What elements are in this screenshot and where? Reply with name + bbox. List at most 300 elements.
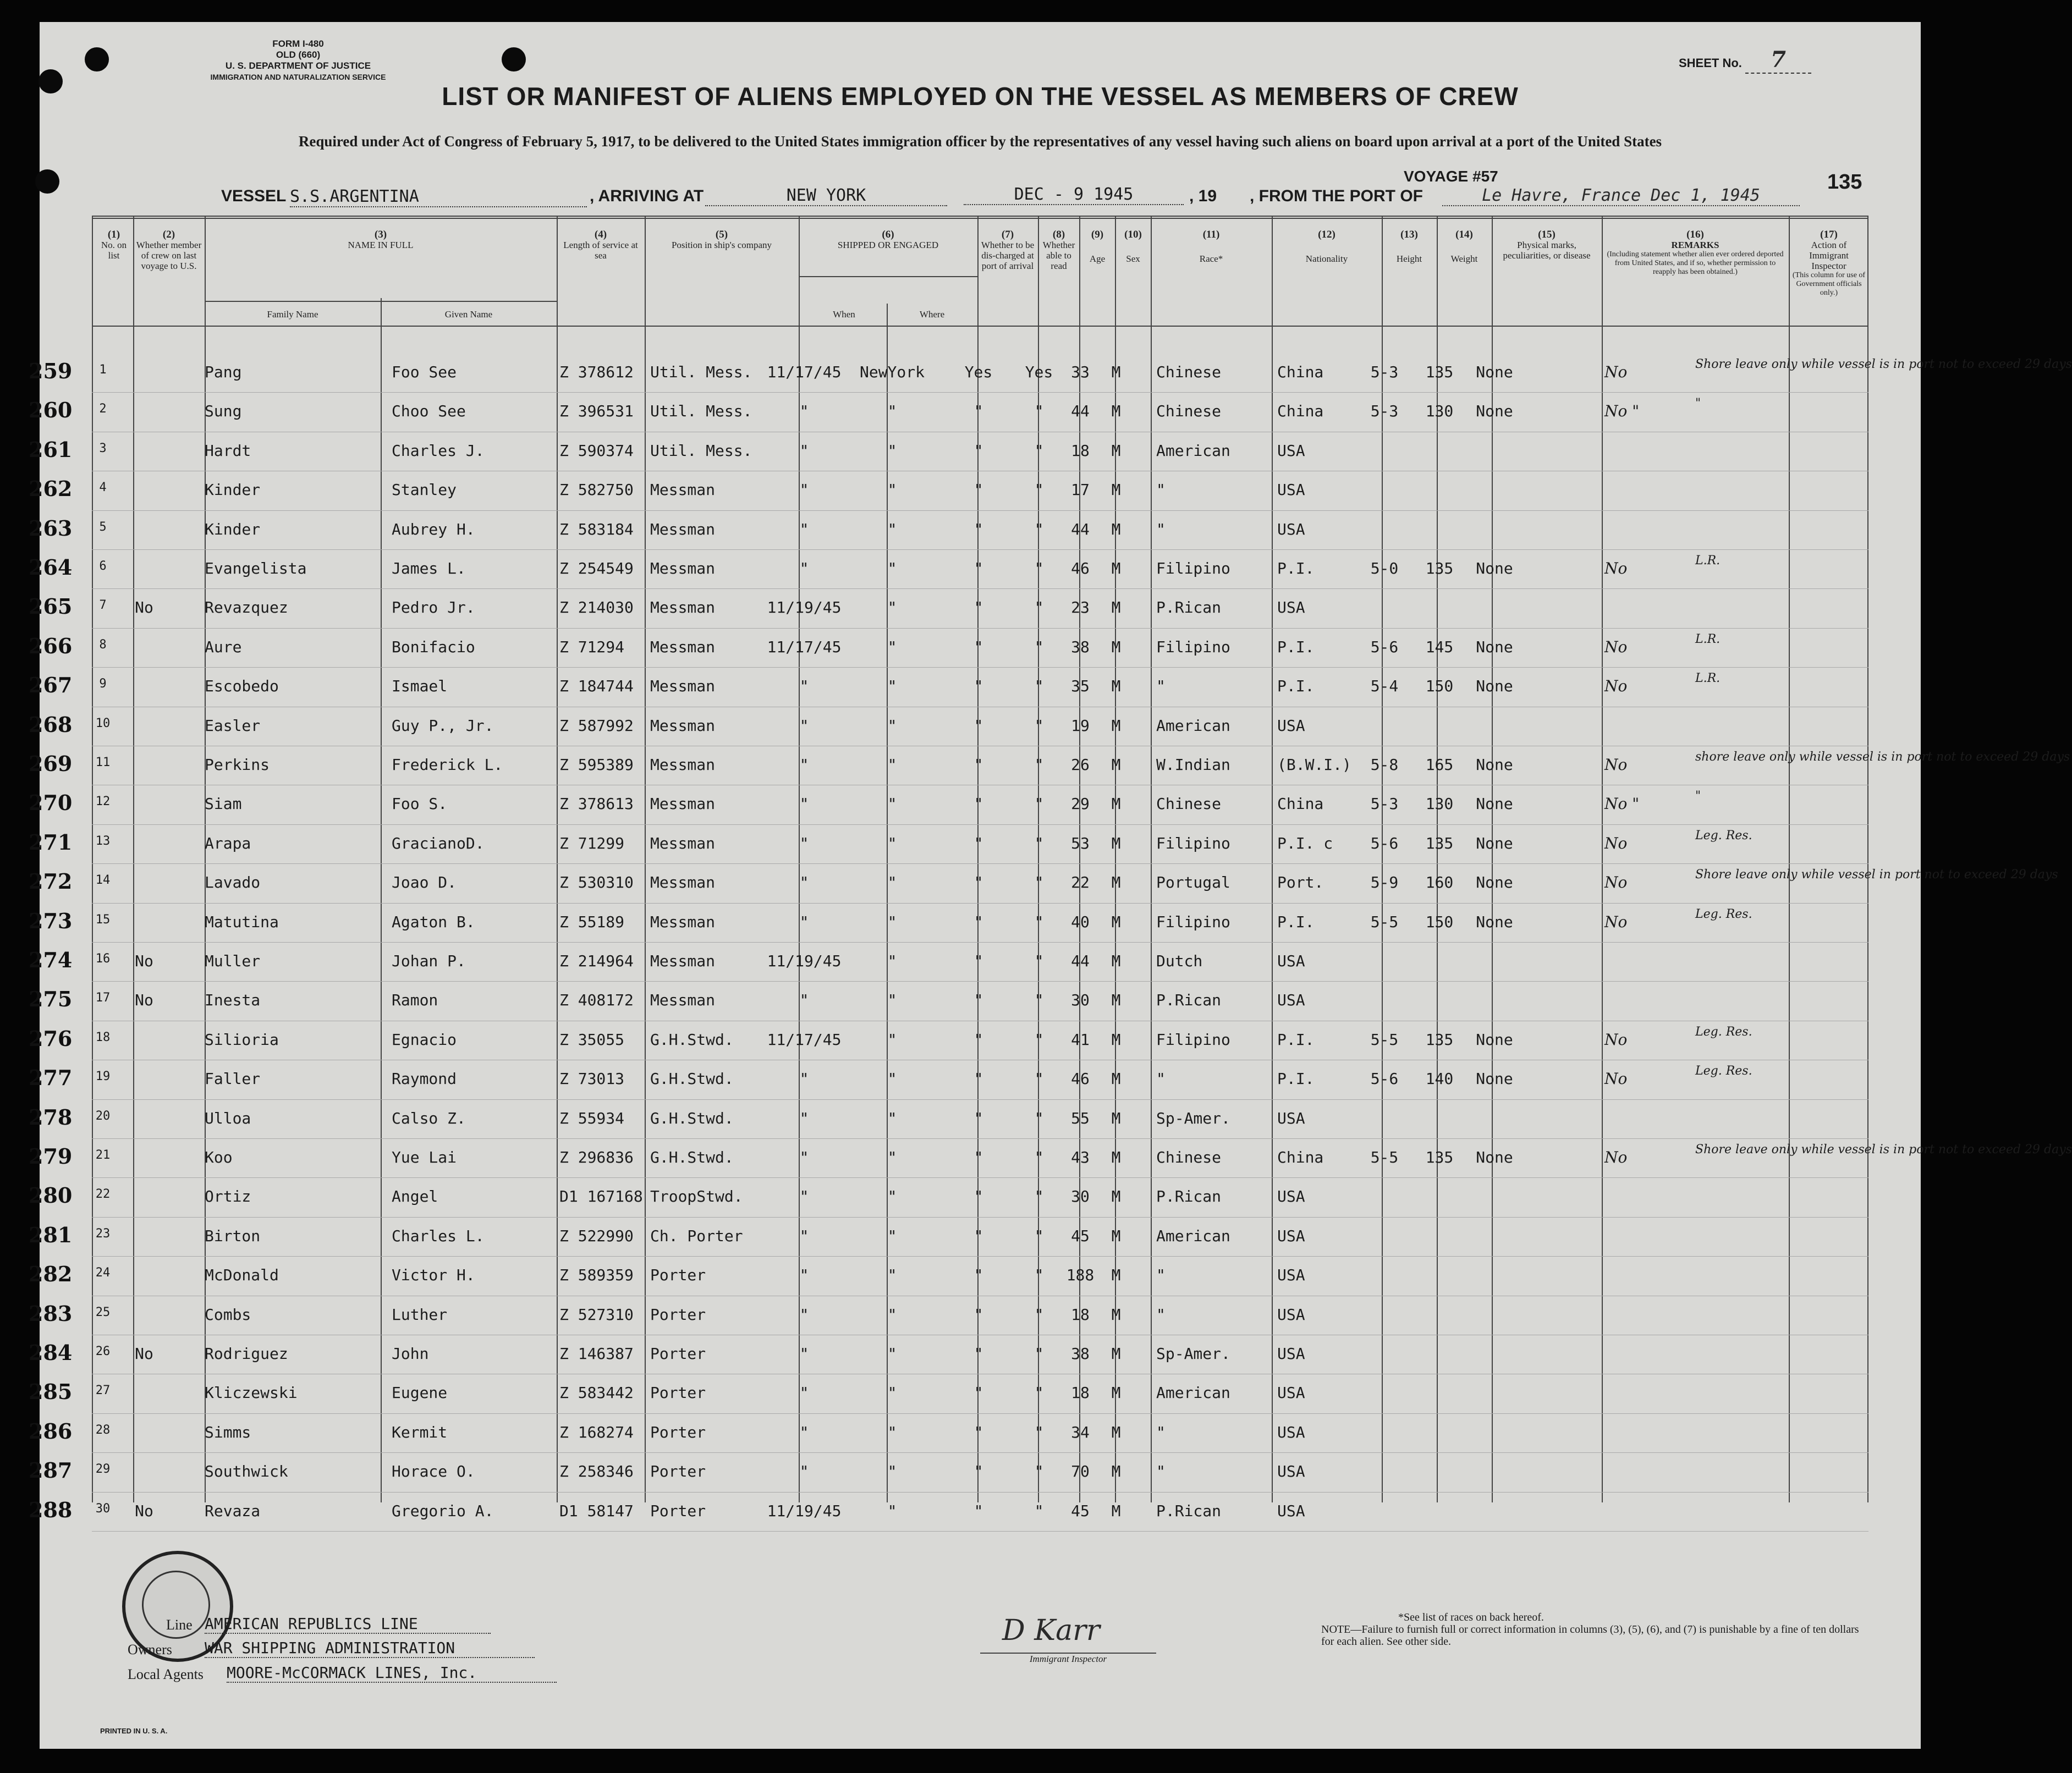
cell-able-to-read: " bbox=[1034, 1109, 1044, 1127]
cell-discharged: " bbox=[974, 873, 983, 892]
stamped-line-number: 280 bbox=[29, 1183, 73, 1208]
cell-discharged: " bbox=[974, 1109, 983, 1127]
cell-row-number: 9 bbox=[99, 677, 107, 691]
cell-service-number: Z 214030 bbox=[559, 598, 634, 617]
stamped-line-number: 260 bbox=[29, 398, 73, 423]
cell-given-name: Aubrey H. bbox=[392, 520, 475, 538]
cell-age: 29 bbox=[1071, 795, 1090, 813]
col-marks-header: (15) Physical marks, peculiarities, or disease bbox=[1503, 229, 1591, 261]
cell-service-number: Z 71299 bbox=[559, 834, 625, 852]
cell-remarks: No bbox=[1604, 873, 1628, 892]
cell-sex: M bbox=[1111, 912, 1121, 931]
arriving-label: , ARRIVING AT bbox=[590, 187, 704, 205]
cell-nationality: USA bbox=[1277, 520, 1305, 538]
cell-position: Messman bbox=[650, 912, 716, 931]
cell-race: Sp-Amer. bbox=[1156, 1109, 1230, 1127]
cell-discharged: " bbox=[974, 1266, 983, 1285]
stamped-line-number: 263 bbox=[29, 515, 73, 541]
cell-family-name: Kinder bbox=[205, 481, 261, 499]
cell-physical-marks: None bbox=[1476, 1070, 1513, 1088]
cell-given-name: Calso Z. bbox=[392, 1109, 466, 1127]
cell-weight: 150 bbox=[1425, 677, 1454, 696]
cell-able-to-read: " bbox=[1034, 1384, 1044, 1402]
col-age-header: (9) Age bbox=[1089, 229, 1106, 264]
cell-position: Messman bbox=[650, 677, 716, 696]
cell-shipped-where: " bbox=[887, 1501, 897, 1520]
cell-position: Messman bbox=[650, 481, 716, 499]
cell-shipped-where: " bbox=[887, 1109, 897, 1127]
cell-race: P.Rican bbox=[1156, 1187, 1222, 1206]
cell-sex: M bbox=[1111, 520, 1121, 538]
cell-row-number: 29 bbox=[95, 1462, 111, 1477]
cell-discharged: Yes bbox=[964, 363, 993, 381]
stamped-line-number: 281 bbox=[29, 1222, 73, 1247]
cell-weight: 130 bbox=[1425, 402, 1454, 421]
cell-row-number: 16 bbox=[95, 952, 111, 966]
cell-position: Messman bbox=[650, 637, 716, 656]
cell-shipped-where: " bbox=[887, 559, 897, 577]
cell-age: 19 bbox=[1071, 716, 1090, 735]
cell-weight: 135 bbox=[1425, 1148, 1454, 1166]
cell-service-number: Z 378612 bbox=[559, 363, 634, 381]
cell-nationality: USA bbox=[1277, 481, 1305, 499]
cell-height: 5-5 bbox=[1370, 912, 1399, 931]
cell-race: W.Indian bbox=[1156, 756, 1230, 774]
inspector-label: Immigrant Inspector bbox=[980, 1653, 1156, 1665]
cell-race: P.Rican bbox=[1156, 598, 1222, 617]
stamped-line-number: 259 bbox=[29, 359, 73, 383]
cell-remarks: No bbox=[1604, 1148, 1628, 1166]
cell-physical-marks: None bbox=[1476, 795, 1513, 813]
cell-given-name: Gregorio A. bbox=[392, 1501, 494, 1520]
cell-family-name: Revazquez bbox=[205, 598, 288, 617]
cell-weight: 140 bbox=[1425, 1070, 1454, 1088]
cell-row-number: 20 bbox=[95, 1109, 111, 1123]
cell-service-number: Z 146387 bbox=[559, 1345, 634, 1363]
cell-able-to-read: " bbox=[1034, 1226, 1044, 1245]
cell-given-name: Foo S. bbox=[392, 795, 448, 813]
cell-last-voyage: No bbox=[135, 1501, 153, 1520]
cell-discharged: " bbox=[974, 716, 983, 735]
cell-service-number: Z 71294 bbox=[559, 637, 625, 656]
cell-family-name: Combs bbox=[205, 1305, 251, 1324]
cell-sex: M bbox=[1111, 1501, 1121, 1520]
cell-shipped-where: " bbox=[887, 1266, 897, 1285]
cell-physical-marks: None bbox=[1476, 559, 1513, 577]
cell-discharged: " bbox=[974, 834, 983, 852]
cell-given-name: Ismael bbox=[392, 677, 448, 696]
cell-race: " bbox=[1156, 677, 1166, 696]
cell-shipped-where: " bbox=[887, 1305, 897, 1324]
cell-inspector-action: " bbox=[1695, 789, 1701, 803]
line-value: AMERICAN REPUBLICS LINE bbox=[205, 1615, 491, 1634]
cell-row-number: 22 bbox=[95, 1187, 111, 1202]
cell-physical-marks: None bbox=[1476, 677, 1513, 696]
cell-able-to-read: " bbox=[1034, 559, 1044, 577]
sheet-number-label: SHEET No. bbox=[1679, 56, 1742, 70]
cell-remarks: No bbox=[1604, 912, 1628, 931]
arrival-date: DEC - 9 1945 bbox=[964, 185, 1184, 205]
cell-height: 5-5 bbox=[1370, 1030, 1399, 1049]
cell-height: 5-3 bbox=[1370, 363, 1399, 381]
stamped-line-number: 284 bbox=[29, 1340, 73, 1365]
cell-discharged: " bbox=[974, 1187, 983, 1206]
cell-family-name: Arapa bbox=[205, 834, 251, 852]
printed-in: PRINTED IN U. S. A. bbox=[100, 1727, 168, 1735]
cell-service-number: Z 530310 bbox=[559, 873, 634, 892]
cell-race: American bbox=[1156, 441, 1230, 460]
cell-race: " bbox=[1156, 481, 1166, 499]
row-rule bbox=[92, 588, 1868, 589]
sheet-number-value: 7 bbox=[1745, 47, 1811, 74]
cell-age: 46 bbox=[1071, 1070, 1090, 1088]
cell-family-name: Simms bbox=[205, 1423, 251, 1441]
row-rule bbox=[92, 863, 1868, 864]
cell-height: 5-6 bbox=[1370, 637, 1399, 656]
cell-nationality: USA bbox=[1277, 1109, 1305, 1127]
col-discharge-header: (7) Whether to be dis-charged at port of arrival bbox=[981, 229, 1035, 271]
cell-family-name: Sung bbox=[205, 402, 242, 421]
cell-inspector-action: Leg. Res. bbox=[1695, 828, 1752, 843]
cell-able-to-read: " bbox=[1034, 716, 1044, 735]
cell-given-name: Agaton B. bbox=[392, 912, 475, 931]
cell-given-name: Stanley bbox=[392, 481, 457, 499]
cell-shipped-when: 11/17/45 bbox=[767, 363, 842, 381]
cell-sex: M bbox=[1111, 402, 1121, 421]
cell-shipped-when: " bbox=[799, 1109, 809, 1127]
cell-able-to-read: " bbox=[1034, 1030, 1044, 1049]
cell-last-voyage: No bbox=[135, 598, 153, 617]
year-label: , 19 bbox=[1189, 187, 1217, 205]
stamped-line-number: 285 bbox=[29, 1379, 73, 1405]
races-note: *See list of races on back hereof. bbox=[1398, 1611, 1544, 1623]
cell-sex: M bbox=[1111, 598, 1121, 617]
cell-given-name: Johan P. bbox=[392, 952, 466, 970]
cell-position: Messman bbox=[650, 559, 716, 577]
cell-given-name: Yue Lai bbox=[392, 1148, 457, 1166]
cell-discharged: " bbox=[974, 1501, 983, 1520]
cell-nationality: USA bbox=[1277, 716, 1305, 735]
cell-row-number: 26 bbox=[95, 1345, 111, 1358]
cell-discharged: " bbox=[974, 559, 983, 577]
stamped-line-number: 262 bbox=[29, 476, 73, 502]
department: U. S. DEPARTMENT OF JUSTICE bbox=[225, 60, 371, 71]
cell-position: Util. Mess. bbox=[650, 402, 752, 421]
cell-family-name: Evangelista bbox=[205, 559, 307, 577]
cell-family-name: Revaza bbox=[205, 1501, 261, 1520]
cell-shipped-when: " bbox=[799, 481, 809, 499]
stamped-line-number: 279 bbox=[29, 1144, 73, 1169]
cell-shipped-when: " bbox=[799, 873, 809, 892]
cell-nationality: (B.W.I.) bbox=[1277, 756, 1351, 774]
cell-shipped-where: " bbox=[887, 637, 897, 656]
cell-sex: M bbox=[1111, 991, 1121, 1010]
cell-discharged: " bbox=[974, 756, 983, 774]
cell-sex: M bbox=[1111, 1266, 1121, 1285]
cell-sex: M bbox=[1111, 1226, 1121, 1245]
cell-shipped-where: " bbox=[887, 481, 897, 499]
row-rule bbox=[92, 628, 1868, 629]
cell-given-name: Frederick L. bbox=[392, 756, 503, 774]
cell-position: Porter bbox=[650, 1462, 706, 1481]
stamped-line-number: 277 bbox=[29, 1065, 73, 1091]
col-where-header: Where bbox=[919, 309, 945, 320]
cell-row-number: 25 bbox=[95, 1305, 111, 1319]
cell-sex: M bbox=[1111, 1305, 1121, 1324]
voyage-number: VOYAGE #57 bbox=[1404, 168, 1498, 185]
cell-able-to-read: " bbox=[1034, 677, 1044, 696]
cell-family-name: Escobedo bbox=[205, 677, 279, 696]
cell-sex: M bbox=[1111, 834, 1121, 852]
agents-label: Local Agents bbox=[128, 1666, 204, 1682]
cell-inspector-action: Shore leave only while vessel in port not to exceed 29 days bbox=[1695, 868, 2058, 882]
cell-shipped-where: " bbox=[887, 873, 897, 892]
cell-race: " bbox=[1156, 1266, 1166, 1285]
cell-row-number: 21 bbox=[95, 1148, 111, 1162]
cell-sex: M bbox=[1111, 559, 1121, 577]
cell-nationality: China bbox=[1277, 795, 1324, 813]
cell-race: American bbox=[1156, 716, 1230, 735]
cell-service-number: D1 58147 bbox=[559, 1501, 634, 1520]
cell-service-number: Z 595389 bbox=[559, 756, 634, 774]
cell-given-name: Raymond bbox=[392, 1070, 457, 1088]
cell-shipped-when: " bbox=[799, 1345, 809, 1363]
cell-remarks: No bbox=[1604, 637, 1628, 656]
cell-sex: M bbox=[1111, 637, 1121, 656]
cell-row-number: 7 bbox=[99, 598, 107, 613]
stamped-line-number: 264 bbox=[29, 555, 73, 580]
cell-nationality: P.I. bbox=[1277, 637, 1315, 656]
cell-discharged: " bbox=[974, 1462, 983, 1481]
cell-age: 34 bbox=[1071, 1423, 1090, 1441]
cell-race: " bbox=[1156, 520, 1166, 538]
cell-nationality: USA bbox=[1277, 1501, 1305, 1520]
cell-sex: M bbox=[1111, 363, 1121, 381]
cell-service-number: Z 527310 bbox=[559, 1305, 634, 1324]
cell-discharged: " bbox=[974, 1345, 983, 1363]
cell-family-name: Southwick bbox=[205, 1462, 288, 1481]
cell-physical-marks: None bbox=[1476, 756, 1513, 774]
row-rule bbox=[92, 1138, 1868, 1139]
cell-age: 35 bbox=[1071, 677, 1090, 696]
punch-hole bbox=[35, 169, 59, 194]
cell-nationality: USA bbox=[1277, 1423, 1305, 1441]
punch-hole bbox=[85, 47, 109, 71]
stamped-line-number: 278 bbox=[29, 1104, 73, 1130]
cell-sex: M bbox=[1111, 1187, 1121, 1206]
cell-position: Messman bbox=[650, 952, 716, 970]
penalty-note: NOTE—Failure to furnish full or correct information in columns (3), (5), (6), and (7) is punishable by a fine of ten dollars for each alien. See other side. bbox=[1321, 1623, 1859, 1648]
cell-discharged: " bbox=[974, 1423, 983, 1441]
cell-given-name: John bbox=[392, 1345, 429, 1363]
manifest-sheet bbox=[29, 22, 2072, 1749]
cell-service-number: Z 408172 bbox=[559, 991, 634, 1010]
stamped-line-number: 276 bbox=[29, 1026, 73, 1051]
cell-discharged: " bbox=[974, 1384, 983, 1402]
cell-row-number: 8 bbox=[99, 637, 107, 652]
cell-race: Filipino bbox=[1156, 559, 1230, 577]
row-rule bbox=[92, 667, 1868, 668]
cell-height: 5-4 bbox=[1370, 677, 1399, 696]
cell-service-number: Z 522990 bbox=[559, 1226, 634, 1245]
cell-position: Porter bbox=[650, 1305, 706, 1324]
cell-race: " bbox=[1156, 1423, 1166, 1441]
service: IMMIGRATION AND NATURALIZATION SERVICE bbox=[210, 73, 386, 81]
cell-discharged: " bbox=[974, 952, 983, 970]
cell-remarks: No " bbox=[1604, 795, 1640, 813]
cell-shipped-where: " bbox=[887, 598, 897, 617]
cell-nationality: China bbox=[1277, 402, 1324, 421]
cell-nationality: Port. bbox=[1277, 873, 1324, 892]
col-given-header: Given Name bbox=[444, 309, 493, 320]
cell-able-to-read: " bbox=[1034, 1345, 1044, 1363]
cell-position: Messman bbox=[650, 873, 716, 892]
cell-able-to-read: " bbox=[1034, 1266, 1044, 1285]
cell-family-name: Silioria bbox=[205, 1030, 279, 1049]
row-rule bbox=[92, 1177, 1868, 1178]
cell-shipped-where: " bbox=[887, 1148, 897, 1166]
stamped-line-number: 282 bbox=[29, 1262, 73, 1287]
cell-family-name: Lavado bbox=[205, 873, 261, 892]
cell-able-to-read: " bbox=[1034, 1423, 1044, 1441]
cell-position: G.H.Stwd. bbox=[650, 1148, 734, 1166]
cell-service-number: Z 587992 bbox=[559, 716, 634, 735]
cell-age: 70 bbox=[1071, 1462, 1090, 1481]
row-rule bbox=[92, 1413, 1868, 1414]
cell-position: Messman bbox=[650, 834, 716, 852]
cell-family-name: Muller bbox=[205, 952, 261, 970]
cell-family-name: Birton bbox=[205, 1226, 261, 1245]
cell-position: G.H.Stwd. bbox=[650, 1070, 734, 1088]
cell-family-name: Faller bbox=[205, 1070, 261, 1088]
cell-race: " bbox=[1156, 1070, 1166, 1088]
cell-row-number: 11 bbox=[95, 756, 111, 769]
cell-discharged: " bbox=[974, 677, 983, 696]
row-rule bbox=[92, 1217, 1868, 1218]
cell-service-number: Z 35055 bbox=[559, 1030, 625, 1049]
stamped-line-number: 271 bbox=[29, 829, 73, 855]
cell-age: 33 bbox=[1071, 363, 1090, 381]
vessel-name: S.S.ARGENTINA bbox=[290, 187, 587, 207]
cell-family-name: Rodriguez bbox=[205, 1345, 288, 1363]
cell-discharged: " bbox=[974, 520, 983, 538]
cell-inspector-action: shore leave only while vessel is in port not to exceed 29 days bbox=[1695, 750, 2070, 764]
cell-height: 5-6 bbox=[1370, 1070, 1399, 1088]
cell-sex: M bbox=[1111, 1423, 1121, 1441]
cell-sex: M bbox=[1111, 873, 1121, 892]
cell-remarks: No " bbox=[1604, 402, 1640, 421]
cell-sex: M bbox=[1111, 795, 1121, 813]
cell-service-number: Z 396531 bbox=[559, 402, 634, 421]
cell-nationality: USA bbox=[1277, 1187, 1305, 1206]
cell-able-to-read: " bbox=[1034, 598, 1044, 617]
cell-shipped-when: " bbox=[799, 1266, 809, 1285]
cell-physical-marks: None bbox=[1476, 637, 1513, 656]
cell-given-name: Ramon bbox=[392, 991, 438, 1010]
cell-race: American bbox=[1156, 1384, 1230, 1402]
cell-given-name: Charles J. bbox=[392, 441, 485, 460]
col-no-header: (1) No. on list bbox=[101, 229, 127, 261]
cell-race: Filipino bbox=[1156, 1030, 1230, 1049]
cell-race: Filipino bbox=[1156, 834, 1230, 852]
stamped-line-number: 273 bbox=[29, 908, 73, 933]
cell-weight: 145 bbox=[1425, 637, 1454, 656]
row-rule bbox=[92, 392, 1868, 393]
cell-able-to-read: " bbox=[1034, 520, 1044, 538]
cell-position: G.H.Stwd. bbox=[650, 1030, 734, 1049]
agents-value: MOORE-McCORMACK LINES, Inc. bbox=[227, 1664, 557, 1683]
row-rule bbox=[92, 1531, 1868, 1532]
cell-shipped-where: " bbox=[887, 1384, 897, 1402]
row-rule bbox=[92, 824, 1868, 825]
cell-sex: M bbox=[1111, 1030, 1121, 1049]
cell-age: 18 bbox=[1071, 441, 1090, 460]
cell-age: 41 bbox=[1071, 1030, 1090, 1049]
cell-able-to-read: " bbox=[1034, 1462, 1044, 1481]
cell-race: " bbox=[1156, 1305, 1166, 1324]
cell-row-number: 23 bbox=[95, 1226, 111, 1241]
stamped-line-number: 283 bbox=[29, 1301, 73, 1326]
cell-given-name: Guy P., Jr. bbox=[392, 716, 494, 735]
cell-given-name: Horace O. bbox=[392, 1462, 475, 1481]
cell-family-name: Matutina bbox=[205, 912, 279, 931]
cell-weight: 160 bbox=[1425, 873, 1454, 892]
form-number: FORM I-480 bbox=[272, 38, 324, 49]
stamped-line-number: 275 bbox=[29, 987, 73, 1012]
cell-remarks: No bbox=[1604, 363, 1628, 381]
cell-height: 5-9 bbox=[1370, 873, 1399, 892]
cell-discharged: " bbox=[974, 481, 983, 499]
col-shipped-header: (6) SHIPPED OR ENGAGED bbox=[837, 229, 939, 250]
cell-age: 43 bbox=[1071, 1148, 1090, 1166]
cell-given-name: Egnacio bbox=[392, 1030, 457, 1049]
cell-shipped-when: 11/19/45 bbox=[767, 952, 842, 970]
cell-sex: M bbox=[1111, 1462, 1121, 1481]
row-rule bbox=[92, 1452, 1868, 1453]
cell-row-number: 12 bbox=[95, 795, 111, 809]
cell-nationality: P.I. bbox=[1277, 912, 1315, 931]
cell-family-name: Easler bbox=[205, 716, 261, 735]
cell-shipped-where: " bbox=[887, 952, 897, 970]
cell-remarks: No bbox=[1604, 677, 1628, 696]
cell-physical-marks: None bbox=[1476, 402, 1513, 421]
cell-row-number: 30 bbox=[95, 1501, 111, 1516]
cell-able-to-read: " bbox=[1034, 1501, 1044, 1520]
cell-age: 55 bbox=[1071, 1109, 1090, 1127]
cell-service-number: Z 378613 bbox=[559, 795, 634, 813]
cell-sex: M bbox=[1111, 1345, 1121, 1363]
col-remarks-header: (16) REMARKS (Including statement whether alien ever ordered deported from United States, and if so, whether permission to reapply has been obtained.) bbox=[1607, 229, 1784, 276]
cell-height: 5-3 bbox=[1370, 795, 1399, 813]
cell-given-name: Charles L. bbox=[392, 1226, 485, 1245]
cell-shipped-where: " bbox=[887, 520, 897, 538]
cell-row-number: 19 bbox=[95, 1070, 111, 1084]
cell-sex: M bbox=[1111, 1109, 1121, 1127]
cell-family-name: Koo bbox=[205, 1148, 233, 1166]
cell-remarks: No bbox=[1604, 559, 1628, 577]
cell-nationality: USA bbox=[1277, 1462, 1305, 1481]
cell-race: P.Rican bbox=[1156, 1501, 1222, 1520]
cell-weight: 135 bbox=[1425, 1030, 1454, 1049]
cell-shipped-when: " bbox=[799, 1070, 809, 1088]
cell-position: Porter bbox=[650, 1345, 706, 1363]
col-lastvoyage-header: (2) Whether member of crew on last voyage to U.S. bbox=[136, 229, 202, 271]
cell-family-name: Hardt bbox=[205, 441, 251, 460]
cell-discharged: " bbox=[974, 441, 983, 460]
cell-position: Porter bbox=[650, 1423, 706, 1441]
cell-nationality: USA bbox=[1277, 1345, 1305, 1363]
cell-able-to-read: " bbox=[1034, 481, 1044, 499]
